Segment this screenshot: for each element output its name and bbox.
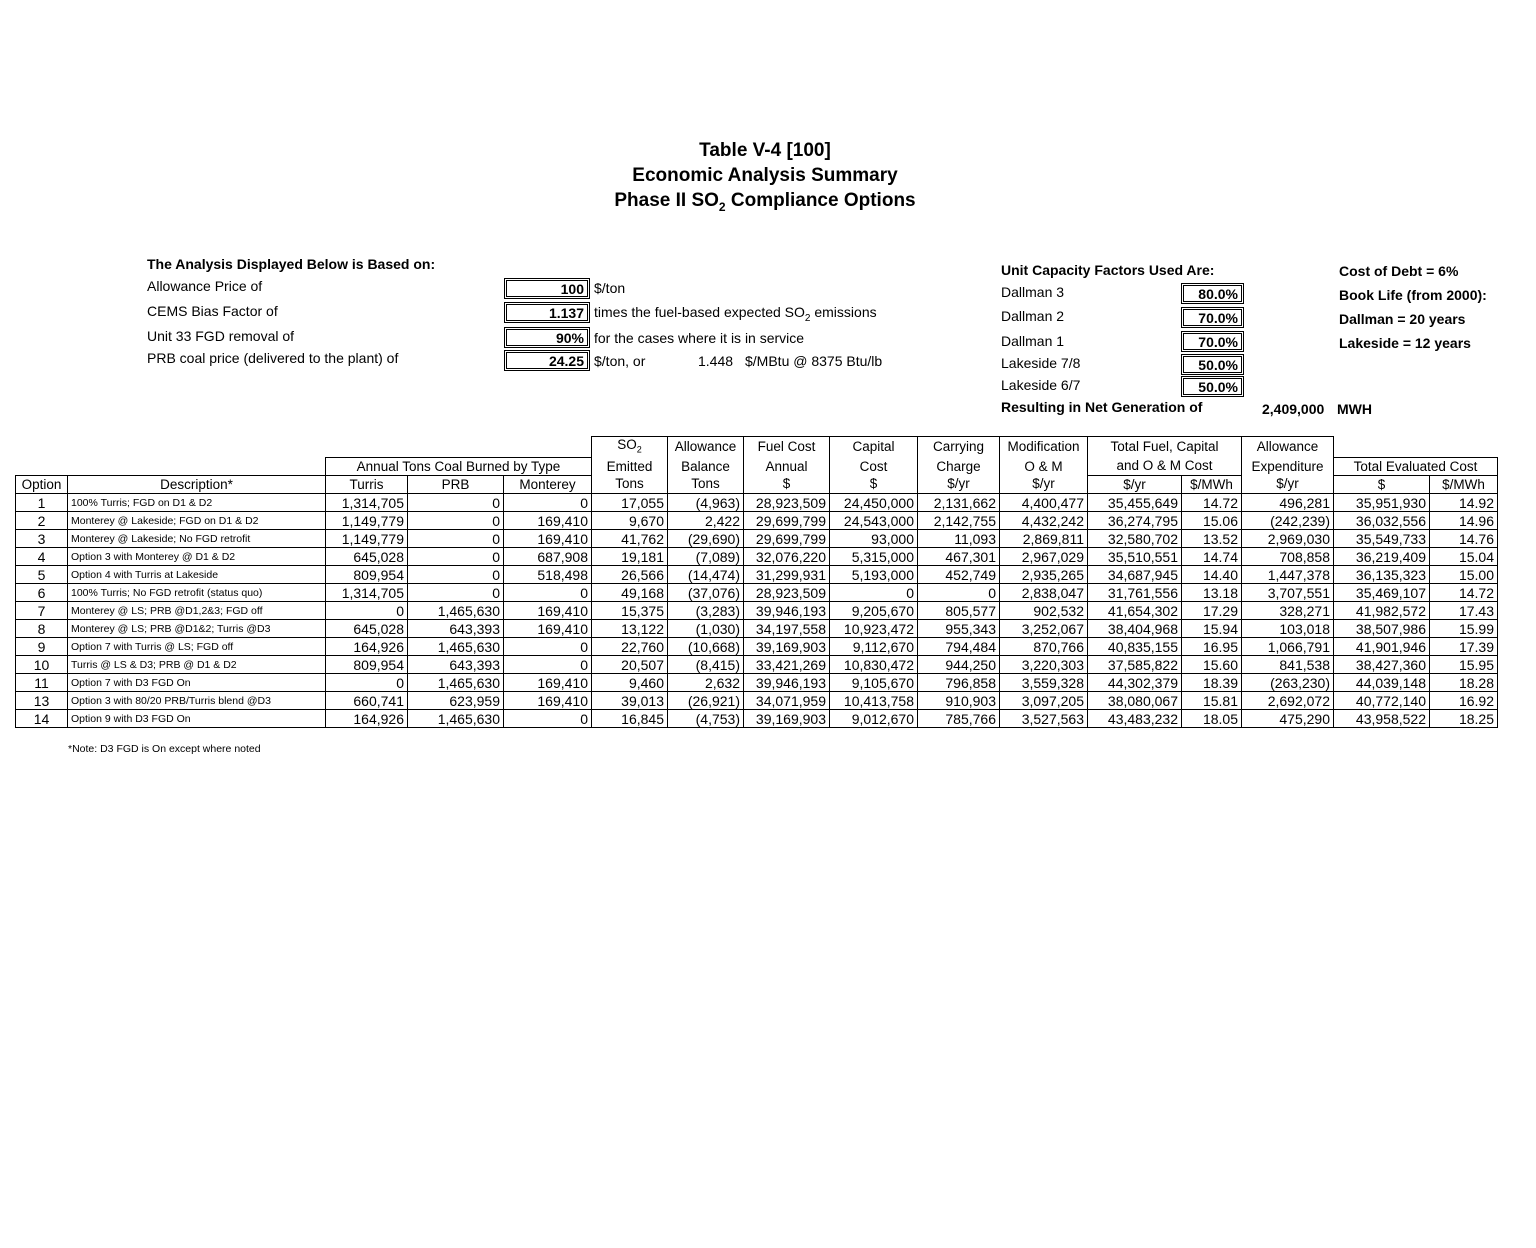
cell-so2-tons: 39,013 — [592, 692, 668, 710]
cell-capital-cost: 9,205,670 — [830, 602, 918, 620]
table-row — [16, 638, 1498, 656]
cell-total-cost-yr: 34,687,945 — [1088, 566, 1182, 584]
hdr-carrying-2: Charge — [918, 458, 1000, 476]
cell-evaluated-mwh: 14.92 — [1430, 494, 1498, 512]
cell-total-cost-mwh: 15.94 — [1182, 620, 1242, 638]
cell-allowance-balance: 2,422 — [668, 512, 744, 530]
table-row — [16, 620, 1498, 638]
unit-cf-lakeside-67: 50.0% — [1181, 376, 1244, 397]
unit-cf-dallman-1: 70.0% — [1181, 331, 1244, 352]
cell-evaluated-cost: 41,982,572 — [1334, 602, 1430, 620]
cell-monterey: 169,410 — [504, 674, 592, 692]
cell-carrying-charge: 796,858 — [918, 674, 1000, 692]
cell-prb: 623,959 — [408, 692, 504, 710]
cell-so2-tons: 19,181 — [592, 548, 668, 566]
cell-description: Monterey @ LS; PRB @D1,2&3; FGD off — [68, 602, 326, 620]
cell-so2-tons: 17,055 — [592, 494, 668, 512]
cell-fuel-cost: 39,169,903 — [744, 710, 830, 728]
cell-modification-om: 2,869,811 — [1000, 530, 1088, 548]
book-life-lakeside: Lakeside = 12 years — [1339, 335, 1471, 351]
book-life: Book Life (from 2000): — [1339, 287, 1487, 303]
cell-monterey: 0 — [504, 638, 592, 656]
cell-modification-om: 2,967,029 — [1000, 548, 1088, 566]
hdr-allowance-1: Allowance — [668, 437, 744, 458]
cell-evaluated-mwh: 16.92 — [1430, 692, 1498, 710]
cell-option: 5 — [16, 566, 68, 584]
hdr-fuel-2: Annual — [744, 458, 830, 476]
cell-carrying-charge: 467,301 — [918, 548, 1000, 566]
cell-carrying-charge: 452,749 — [918, 566, 1000, 584]
unit-cf-dallman-2: 70.0% — [1181, 307, 1244, 328]
cell-fuel-cost: 29,699,799 — [744, 530, 830, 548]
cell-turris: 0 — [326, 602, 408, 620]
cell-total-cost-yr: 38,080,067 — [1088, 692, 1182, 710]
cell-total-cost-mwh: 18.39 — [1182, 674, 1242, 692]
cell-allowance-expenditure: 2,692,072 — [1242, 692, 1334, 710]
cell-evaluated-cost: 40,772,140 — [1334, 692, 1430, 710]
cell-prb: 0 — [408, 530, 504, 548]
cell-description: Option 9 with D3 FGD On — [68, 710, 326, 728]
cell-allowance-expenditure: 496,281 — [1242, 494, 1334, 512]
cems-unit: times the fuel-based expected $SO_2$ emissions — [594, 304, 877, 324]
cell-option: 14 — [16, 710, 68, 728]
cell-evaluated-cost: 35,951,930 — [1334, 494, 1430, 512]
table-row — [16, 710, 1498, 728]
cell-monterey: 0 — [504, 656, 592, 674]
cell-allowance-balance: (10,668) — [668, 638, 744, 656]
hdr-capital-3: $ — [830, 476, 918, 494]
cell-monterey: 0 — [504, 494, 592, 512]
footnote: *Note: D3 FGD is On except where noted — [68, 743, 261, 755]
hdr-turris: Turris — [326, 476, 408, 494]
cell-so2-tons: 16,845 — [592, 710, 668, 728]
cell-prb: 1,465,630 — [408, 602, 504, 620]
cell-evaluated-mwh: 17.39 — [1430, 638, 1498, 656]
cell-evaluated-mwh: 15.95 — [1430, 656, 1498, 674]
cell-total-cost-yr: 44,302,379 — [1088, 674, 1182, 692]
cell-total-cost-yr: 36,274,795 — [1088, 512, 1182, 530]
cell-modification-om: 3,559,328 — [1000, 674, 1088, 692]
cell-evaluated-cost: 36,219,409 — [1334, 548, 1430, 566]
cell-modification-om: 3,220,303 — [1000, 656, 1088, 674]
cell-so2-tons: 22,760 — [592, 638, 668, 656]
cell-evaluated-mwh: 18.28 — [1430, 674, 1498, 692]
cell-prb: 1,465,630 — [408, 710, 504, 728]
unit-name-dallman-3: Dallman 3 — [1001, 284, 1065, 300]
cell-prb: 0 — [408, 584, 504, 602]
cost-of-debt: Cost of Debt = 6% — [1339, 263, 1459, 279]
cell-monterey: 169,410 — [504, 530, 592, 548]
hdr-capital-2: Cost — [830, 458, 918, 476]
cell-option: 13 — [16, 692, 68, 710]
cell-allowance-balance: (4,753) — [668, 710, 744, 728]
cell-total-cost-yr: 37,585,822 — [1088, 656, 1182, 674]
cell-evaluated-cost: 41,901,946 — [1334, 638, 1430, 656]
cell-description: 100% Turris; FGD on D1 & D2 — [68, 494, 326, 512]
cell-option: 3 — [16, 530, 68, 548]
cell-total-cost-mwh: 15.60 — [1182, 656, 1242, 674]
hdr-fuel-1: Fuel Cost — [744, 437, 830, 458]
cell-so2-tons: 9,670 — [592, 512, 668, 530]
cell-turris: 660,741 — [326, 692, 408, 710]
cell-allowance-expenditure: 328,271 — [1242, 602, 1334, 620]
cell-carrying-charge: 785,766 — [918, 710, 1000, 728]
cell-evaluated-mwh: 14.72 — [1430, 584, 1498, 602]
cell-description: Monterey @ LS; PRB @D1&2; Turris @D3 — [68, 620, 326, 638]
cell-description: Option 7 with Turris @ LS; FGD off — [68, 638, 326, 656]
cell-carrying-charge: 0 — [918, 584, 1000, 602]
cell-option: 9 — [16, 638, 68, 656]
table-body — [16, 494, 1498, 728]
cell-total-cost-mwh: 13.18 — [1182, 584, 1242, 602]
cell-prb: 0 — [408, 512, 504, 530]
cems-label: CEMS Bias Factor of — [147, 303, 278, 319]
cell-evaluated-mwh: 15.04 — [1430, 548, 1498, 566]
cell-total-cost-mwh: 14.72 — [1182, 494, 1242, 512]
cell-prb: 1,465,630 — [408, 638, 504, 656]
cell-carrying-charge: 2,131,662 — [918, 494, 1000, 512]
cell-capital-cost: 24,450,000 — [830, 494, 918, 512]
cell-total-cost-yr: 32,580,702 — [1088, 530, 1182, 548]
cell-turris: 1,149,779 — [326, 530, 408, 548]
cell-total-cost-mwh: 16.95 — [1182, 638, 1242, 656]
cell-turris: 645,028 — [326, 548, 408, 566]
cell-option: 7 — [16, 602, 68, 620]
cell-allowance-balance: (37,076) — [668, 584, 744, 602]
cell-evaluated-mwh: 14.76 — [1430, 530, 1498, 548]
hdr-prb: PRB — [408, 476, 504, 494]
table-row — [16, 602, 1498, 620]
cell-modification-om: 902,532 — [1000, 602, 1088, 620]
cell-turris: 1,314,705 — [326, 584, 408, 602]
cell-evaluated-cost: 43,958,522 — [1334, 710, 1430, 728]
unit-name-lakeside-67: Lakeside 6/7 — [1001, 377, 1081, 393]
economic-summary-table — [15, 436, 1498, 728]
cell-description: Option 3 with Monterey @ D1 & D2 — [68, 548, 326, 566]
cell-allowance-expenditure: (242,239) — [1242, 512, 1334, 530]
cell-total-cost-mwh: 15.81 — [1182, 692, 1242, 710]
cell-allowance-expenditure: 103,018 — [1242, 620, 1334, 638]
hdr-carrying-3: $/yr — [918, 476, 1000, 494]
cell-allowance-expenditure: (263,230) — [1242, 674, 1334, 692]
hdr-modification-2: O & M — [1000, 458, 1088, 476]
cell-turris: 0 — [326, 674, 408, 692]
hdr-expenditure-1: Allowance — [1242, 437, 1334, 458]
cell-fuel-cost: 39,946,193 — [744, 674, 830, 692]
net-gen-unit: MWH — [1337, 401, 1372, 417]
cell-evaluated-cost: 36,135,323 — [1334, 566, 1430, 584]
cell-monterey: 169,410 — [504, 692, 592, 710]
cell-prb: 0 — [408, 566, 504, 584]
cell-carrying-charge: 794,484 — [918, 638, 1000, 656]
cell-monterey: 0 — [504, 584, 592, 602]
cell-option: 8 — [16, 620, 68, 638]
cell-fuel-cost: 28,923,509 — [744, 494, 830, 512]
cell-modification-om: 870,766 — [1000, 638, 1088, 656]
cell-allowance-balance: (4,963) — [668, 494, 744, 512]
cell-prb: 643,393 — [408, 656, 504, 674]
cell-option: 11 — [16, 674, 68, 692]
capacity-heading: Unit Capacity Factors Used Are: — [1001, 262, 1215, 278]
cell-so2-tons: 20,507 — [592, 656, 668, 674]
hdr-so2: $SO_2$ — [592, 437, 668, 458]
cell-fuel-cost: 34,197,558 — [744, 620, 830, 638]
cell-carrying-charge: 11,093 — [918, 530, 1000, 548]
prb-unit: $/ton, or — [594, 353, 646, 369]
allowance-unit: $/ton — [594, 280, 626, 296]
cell-turris: 1,314,705 — [326, 494, 408, 512]
cell-so2-tons: 13,122 — [592, 620, 668, 638]
cell-monterey: 687,908 — [504, 548, 592, 566]
cell-modification-om: 4,432,242 — [1000, 512, 1088, 530]
cell-option: 6 — [16, 584, 68, 602]
cell-description: Option 7 with D3 FGD On — [68, 674, 326, 692]
cell-modification-om: 3,252,067 — [1000, 620, 1088, 638]
hdr-evaluated-dollars: $ — [1334, 476, 1430, 494]
cell-evaluated-mwh: 17.43 — [1430, 602, 1498, 620]
cell-so2-tons: 9,460 — [592, 674, 668, 692]
hdr-modification-1: Modification — [1000, 437, 1088, 458]
table-row — [16, 494, 1498, 512]
cell-monterey: 169,410 — [504, 602, 592, 620]
cell-so2-tons: 49,168 — [592, 584, 668, 602]
cell-modification-om: 3,097,205 — [1000, 692, 1088, 710]
cell-so2-tons: 41,762 — [592, 530, 668, 548]
fgd-unit: for the cases where it is in service — [594, 330, 805, 346]
cell-allowance-expenditure: 708,858 — [1242, 548, 1334, 566]
unit-name-dallman-1: Dallman 1 — [1001, 333, 1065, 349]
cell-allowance-balance: (1,030) — [668, 620, 744, 638]
hdr-evaluated-mwh: $/MWh — [1430, 476, 1498, 494]
hdr-carrying-1: Carrying — [918, 437, 1000, 458]
cell-option: 1 — [16, 494, 68, 512]
cell-carrying-charge: 944,250 — [918, 656, 1000, 674]
table-row — [16, 530, 1498, 548]
hdr-total-1: Total Fuel, Capital — [1088, 437, 1242, 458]
cell-so2-tons: 15,375 — [592, 602, 668, 620]
title-line-2: Economic Analysis Summary — [632, 165, 898, 186]
table-row — [16, 584, 1498, 602]
cell-capital-cost: 24,543,000 — [830, 512, 918, 530]
cell-capital-cost: 10,413,758 — [830, 692, 918, 710]
unit-cf-lakeside-78: 50.0% — [1181, 354, 1244, 375]
hdr-monterey: Monterey — [504, 476, 592, 494]
cell-evaluated-cost: 35,469,107 — [1334, 584, 1430, 602]
cell-capital-cost: 9,105,670 — [830, 674, 918, 692]
cell-allowance-balance: (29,690) — [668, 530, 744, 548]
hdr-total-mwh: $/MWh — [1182, 476, 1242, 494]
cell-fuel-cost: 29,699,799 — [744, 512, 830, 530]
cell-fuel-cost: 32,076,220 — [744, 548, 830, 566]
cell-modification-om: 2,935,265 — [1000, 566, 1088, 584]
cell-modification-om: 2,838,047 — [1000, 584, 1088, 602]
cell-fuel-cost: 31,299,931 — [744, 566, 830, 584]
hdr-fuel-3: $ — [744, 476, 830, 494]
cell-description: Monterey @ Lakeside; FGD on D1 & D2 — [68, 512, 326, 530]
hdr-expenditure-3: $/yr — [1242, 476, 1334, 494]
fgd-value-box: 90% — [504, 327, 590, 348]
hdr-total-yr: $/yr — [1088, 476, 1182, 494]
prb-mbtu-unit: $/MBtu @ 8375 Btu/lb — [745, 353, 883, 369]
cell-evaluated-mwh: 18.25 — [1430, 710, 1498, 728]
cell-turris: 164,926 — [326, 638, 408, 656]
cell-evaluated-mwh: 15.00 — [1430, 566, 1498, 584]
cell-carrying-charge: 955,343 — [918, 620, 1000, 638]
cell-total-cost-yr: 35,455,649 — [1088, 494, 1182, 512]
cell-allowance-balance: 2,632 — [668, 674, 744, 692]
cell-capital-cost: 0 — [830, 584, 918, 602]
cell-allowance-balance: (8,415) — [668, 656, 744, 674]
cell-turris: 164,926 — [326, 710, 408, 728]
cell-description: Turris @ LS & D3; PRB @ D1 & D2 — [68, 656, 326, 674]
hdr-capital-1: Capital — [830, 437, 918, 458]
cell-capital-cost: 5,193,000 — [830, 566, 918, 584]
cell-option: 4 — [16, 548, 68, 566]
cell-carrying-charge: 2,142,755 — [918, 512, 1000, 530]
hdr-allowance-3: Tons — [668, 476, 744, 494]
table-row — [16, 656, 1498, 674]
cell-allowance-expenditure: 1,447,378 — [1242, 566, 1334, 584]
title-line-3: Phase II $SO_2$ Compliance Options — [614, 190, 916, 214]
cell-allowance-expenditure: 475,290 — [1242, 710, 1334, 728]
net-gen-value: 2,409,000 — [1262, 401, 1325, 417]
hdr-modification-3: $/yr — [1000, 476, 1088, 494]
cell-total-cost-yr: 31,761,556 — [1088, 584, 1182, 602]
cell-modification-om: 4,400,477 — [1000, 494, 1088, 512]
allowance-label: Allowance Price of — [147, 278, 263, 294]
cell-carrying-charge: 910,903 — [918, 692, 1000, 710]
cell-monterey: 518,498 — [504, 566, 592, 584]
cell-evaluated-cost: 44,039,148 — [1334, 674, 1430, 692]
hdr-total-2: and O & M Cost — [1088, 458, 1242, 476]
header-row-2 — [16, 458, 1498, 476]
cell-evaluated-cost: 35,549,733 — [1334, 530, 1430, 548]
cell-capital-cost: 9,112,670 — [830, 638, 918, 656]
cell-monterey: 169,410 — [504, 620, 592, 638]
basis-heading: The Analysis Displayed Below is Based on: — [147, 256, 436, 272]
unit-name-lakeside-78: Lakeside 7/8 — [1001, 355, 1081, 371]
hdr-so2-3: Tons — [592, 476, 668, 494]
cell-allowance-expenditure: 2,969,030 — [1242, 530, 1334, 548]
hdr-evaluated: Total Evaluated Cost — [1334, 458, 1498, 476]
cell-monterey: 169,410 — [504, 512, 592, 530]
book-life-dallman: Dallman = 20 years — [1339, 311, 1466, 327]
allowance-value-box: 100 — [504, 278, 590, 299]
cell-turris: 809,954 — [326, 566, 408, 584]
cell-total-cost-yr: 40,835,155 — [1088, 638, 1182, 656]
header-row-3 — [16, 476, 1498, 494]
cell-total-cost-yr: 41,654,302 — [1088, 602, 1182, 620]
cell-description: Option 4 with Turris at Lakeside — [68, 566, 326, 584]
cell-fuel-cost: 34,071,959 — [744, 692, 830, 710]
cell-prb: 0 — [408, 494, 504, 512]
table-row — [16, 566, 1498, 584]
hdr-so2-2: Emitted — [592, 458, 668, 476]
cell-allowance-balance: (7,089) — [668, 548, 744, 566]
cell-so2-tons: 26,566 — [592, 566, 668, 584]
prb-value-box: 24.25 — [504, 350, 590, 371]
cell-fuel-cost: 39,169,903 — [744, 638, 830, 656]
prb-mbtu-value: 1.448 — [698, 353, 734, 369]
unit-name-dallman-2: Dallman 2 — [1001, 308, 1065, 324]
cell-fuel-cost: 28,923,509 — [744, 584, 830, 602]
hdr-option: Option — [16, 476, 68, 494]
cell-fuel-cost: 33,421,269 — [744, 656, 830, 674]
cell-capital-cost: 9,012,670 — [830, 710, 918, 728]
cell-prb: 1,465,630 — [408, 674, 504, 692]
cell-total-cost-mwh: 14.40 — [1182, 566, 1242, 584]
cell-total-cost-mwh: 17.29 — [1182, 602, 1242, 620]
cell-capital-cost: 5,315,000 — [830, 548, 918, 566]
cell-allowance-balance: (14,474) — [668, 566, 744, 584]
hdr-expenditure-2: Expenditure — [1242, 458, 1334, 476]
cell-capital-cost: 10,923,472 — [830, 620, 918, 638]
table-row — [16, 674, 1498, 692]
unit-cf-dallman-3: 80.0% — [1181, 283, 1244, 304]
hdr-annual-tons: Annual Tons Coal Burned by Type — [326, 458, 592, 476]
table-row — [16, 548, 1498, 566]
cell-fuel-cost: 39,946,193 — [744, 602, 830, 620]
table-row — [16, 512, 1498, 530]
cell-description: 100% Turris; No FGD retrofit (status quo) — [68, 584, 326, 602]
prb-label: PRB coal price (delivered to the plant) of — [147, 350, 399, 366]
net-gen-label: Resulting in Net Generation of — [1001, 399, 1203, 415]
cell-evaluated-cost: 38,427,360 — [1334, 656, 1430, 674]
cell-turris: 1,149,779 — [326, 512, 408, 530]
cell-evaluated-cost: 38,507,986 — [1334, 620, 1430, 638]
cell-option: 2 — [16, 512, 68, 530]
cell-modification-om: 3,527,563 — [1000, 710, 1088, 728]
cell-total-cost-mwh: 14.74 — [1182, 548, 1242, 566]
cell-capital-cost: 10,830,472 — [830, 656, 918, 674]
cell-evaluated-mwh: 15.99 — [1430, 620, 1498, 638]
cell-total-cost-mwh: 18.05 — [1182, 710, 1242, 728]
cell-prb: 643,393 — [408, 620, 504, 638]
cell-monterey: 0 — [504, 710, 592, 728]
cell-allowance-expenditure: 841,538 — [1242, 656, 1334, 674]
cell-description: Monterey @ Lakeside; No FGD retrofit — [68, 530, 326, 548]
fgd-label: Unit 33 FGD removal of — [147, 328, 295, 344]
cell-allowance-balance: (3,283) — [668, 602, 744, 620]
cell-total-cost-yr: 38,404,968 — [1088, 620, 1182, 638]
title-line-1: Table V-4 [100] — [699, 140, 831, 161]
cell-allowance-expenditure: 1,066,791 — [1242, 638, 1334, 656]
cell-total-cost-yr: 35,510,551 — [1088, 548, 1182, 566]
hdr-description: Description* — [68, 476, 326, 494]
cell-turris: 809,954 — [326, 656, 408, 674]
table-row — [16, 692, 1498, 710]
cell-allowance-expenditure: 3,707,551 — [1242, 584, 1334, 602]
cell-total-cost-yr: 43,483,232 — [1088, 710, 1182, 728]
cell-capital-cost: 93,000 — [830, 530, 918, 548]
hdr-allowance-2: Balance — [668, 458, 744, 476]
cell-description: Option 3 with 80/20 PRB/Turris blend @D3 — [68, 692, 326, 710]
cell-prb: 0 — [408, 548, 504, 566]
cell-evaluated-cost: 36,032,556 — [1334, 512, 1430, 530]
cell-option: 10 — [16, 656, 68, 674]
cell-total-cost-mwh: 15.06 — [1182, 512, 1242, 530]
header-row-1 — [16, 437, 1498, 458]
cell-allowance-balance: (26,921) — [668, 692, 744, 710]
cell-turris: 645,028 — [326, 620, 408, 638]
cems-value-box: 1.137 — [504, 302, 590, 323]
cell-carrying-charge: 805,577 — [918, 602, 1000, 620]
cell-total-cost-mwh: 13.52 — [1182, 530, 1242, 548]
cell-evaluated-mwh: 14.96 — [1430, 512, 1498, 530]
